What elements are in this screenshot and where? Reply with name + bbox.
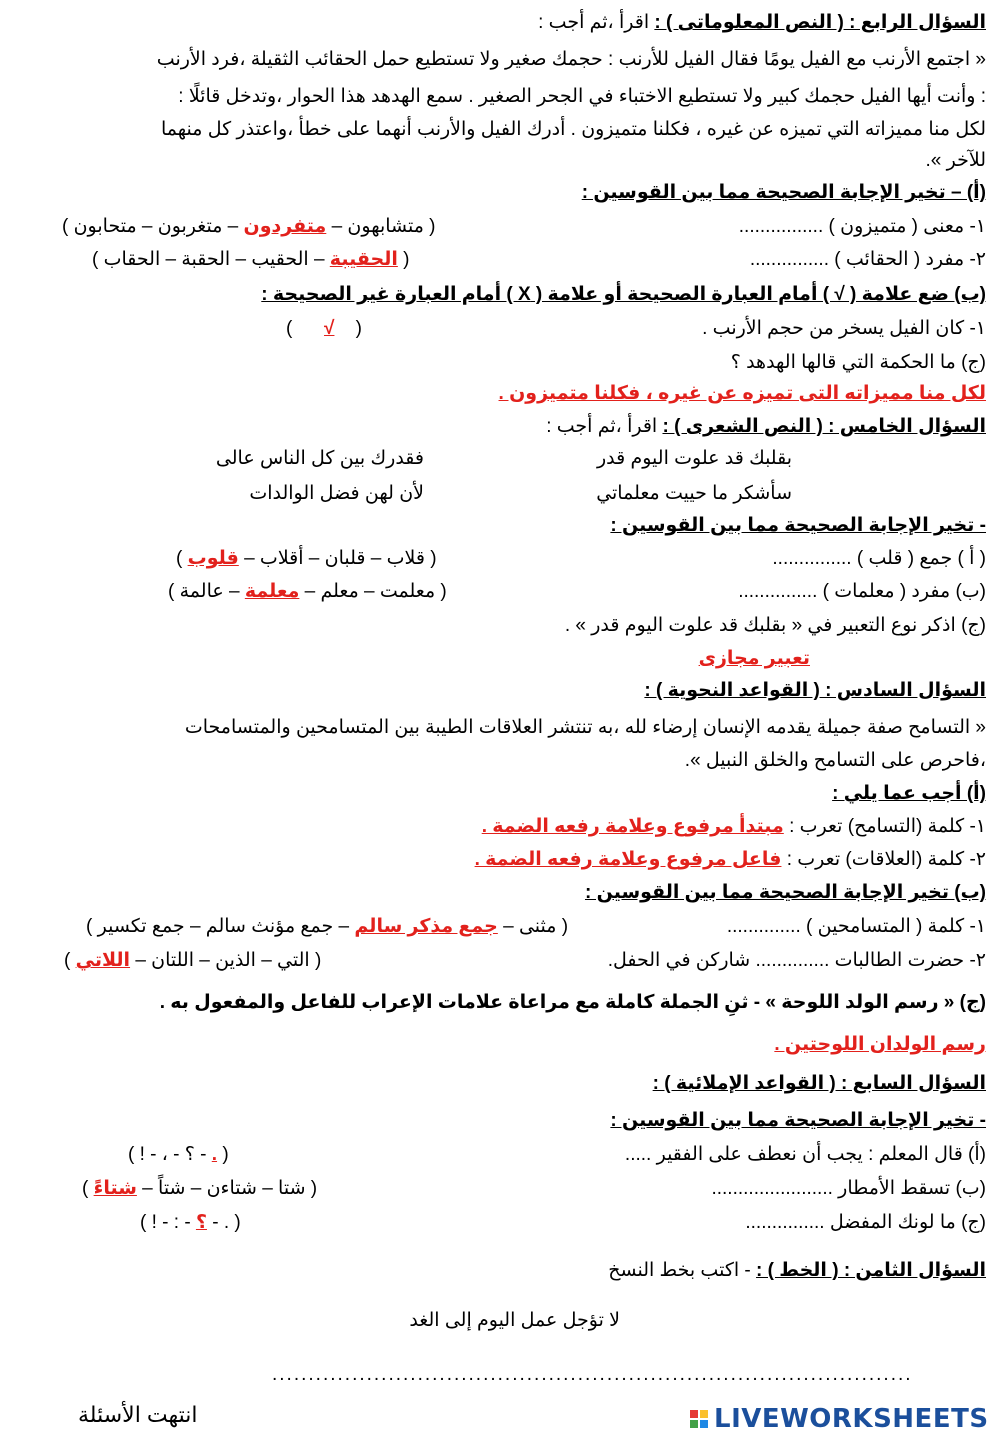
q7-a-options [128,1142,229,1168]
q5-a-options [176,546,437,572]
q4-a2-options [92,247,409,273]
option-text: ( معلمت – معلم – [299,581,447,602]
q4-b1-answer-box [286,316,362,342]
paren: ( [355,318,362,339]
q4-instruction: اقرأ ،ثم أجب : [538,12,650,33]
q4-a2-answer[interactable]: الحقيبة [329,249,398,270]
q6-c-question: (ج) « رسم الولد اللوحة » - ثنِ الجملة كاملة مع مراعاة علامات الإعراب للفاعل والمفعول به . [159,992,986,1013]
q6-a2-question: ٢- كلمة (العلاقات) تعرب : [786,849,986,870]
logo-square [700,1420,708,1428]
option-text: ( شتا – شتاءن – شتاً – [136,1178,318,1199]
q6-passage-line-2: ،فاحرص على التسامح والخلق النبيل ». [684,750,986,771]
q4-passage-line-4: للآخر ». [925,150,986,171]
q4-c-answer[interactable]: لكل منا مميزاته التى تميزه عن غيره ، فكلنا متميزون . [498,383,986,404]
option-text: ( التي – الذين – اللتان – [130,950,322,971]
q7-b-question: (ب) تسقط الأمطار ....................... [711,1178,986,1199]
q6-passage-line-1: « التسامح صفة جميلة يقدمه الإنسان إرضاء لله ،به تنتشر العلاقات الطيبة بين المتسامحين والمتسامحات [184,717,986,738]
q5-a-answer[interactable]: قلوب [187,548,239,569]
q7-c-answer[interactable]: ؟ [195,1212,207,1233]
option-text: ) [64,950,76,971]
q5-choose-title: - تخير الإجابة الصحيحة مما بين القوسين : [610,515,986,536]
q7-c-question: (ج) ما لونك المفضل ............... [745,1212,986,1233]
q6-b1-options [86,914,568,940]
q5-a-question: ( أ ) جمع ( قلب ) ............... [772,548,986,569]
end-of-questions: انتهت الأسئلة [78,1402,198,1427]
q8-instruction: - اكتب بخط النسخ [608,1260,751,1281]
paren: ) [286,318,293,339]
q6-b2-question: ٢- حضرت الطالبات .............. شاركن في الحفل. [607,950,986,971]
q7-title: السؤال السابع : ( القواعد الإملائية ) : [652,1073,986,1094]
q4-a2-question: ٢- مفرد ( الحقائب ) ............... [749,249,986,270]
option-text: – عالمة ) [168,581,245,602]
logo-square [700,1410,708,1418]
q5-verse2-left: لأن لهن فضل الوالدات [249,483,424,504]
q6-part-a-title: (أ) أجب عما يلي : [832,783,986,804]
q4-b1-answer[interactable]: √ [324,318,335,339]
q4-title: السؤال الرابع : ( النص المعلوماتى ) : [654,12,986,33]
q5-verse2-right: سأشكر ما حييت معلماتي [596,483,792,504]
q4-b1-question: ١- كان الفيل يسخر من حجم الأرنب . [702,318,986,339]
q7-b-answer[interactable]: شتاءً [93,1178,137,1199]
q4-a1-answer[interactable]: متفردون [243,216,327,237]
q5-title: السؤال الخامس : ( النص الشعرى ) : [662,416,986,437]
option-text: ) [176,548,188,569]
logo-text: LIVEWORKSHEETS [714,1404,989,1434]
q5-b-answer[interactable]: معلمة [244,581,300,602]
q7-a-answer[interactable]: . [211,1144,218,1165]
q4-part-a-title: (أ) – تخير الإجابة الصحيحة مما بين القوسين : [581,182,986,203]
q5-instruction: اقرأ ،ثم أجب : [546,416,658,437]
q8-title: السؤال الثامن : ( الخط ) : [756,1260,986,1281]
q6-a1-answer[interactable]: مبتدأ مرفوع وعلامة رفعه الضمة . [481,816,784,837]
q6-part-b-title: (ب) تخير الإجابة الصحيحة مما بين القوسين : [584,882,986,903]
option-text: ( [217,1144,229,1165]
q6-title: السؤال السادس : ( القواعد النحوية ) : [644,680,986,701]
option-text: ( . - [206,1212,241,1233]
option-text: – جمع مؤنث سالم – جمع تكسير ) [86,916,355,937]
option-text: ( قلاب – قلبان – أقلاب – [238,548,437,569]
q6-a1-question: ١- كلمة (التسامح) تعرب : [789,816,986,837]
q6-b2-answer[interactable]: اللاتي [75,950,131,971]
q8-sentence: لا تؤجل عمل اليوم إلى الغد [409,1310,620,1331]
q8-writing-line[interactable]: ........................................................................................ [272,1364,913,1385]
option-text: ) [82,1178,94,1199]
option-text: – متغربون – متحابون ) [62,216,244,237]
q6-c-answer[interactable]: رسم الولدان اللوحتين . [774,1034,986,1055]
q4-passage-line-3: لكل منا مميزاته التي تميزه عن غيره ، فكلنا متميزون . أدرك الفيل والأرنب أنهما على خطأ ،واعتذر كل منهما [161,119,986,140]
q4-part-b-title: (ب) ضع علامة ( √ ) أمام العبارة الصحيحة أو علامة ( X ) أمام العبارة غير الصحيحة : [261,284,986,305]
q7-choose-title: - تخير الإجابة الصحيحة مما بين القوسين : [610,1110,986,1131]
q6-b1-answer[interactable]: جمع مذكر سالم [354,916,498,937]
q4-a1-question: ١- معنى ( متميزون ) ................ [738,216,986,237]
liveworksheets-logo [690,1404,989,1434]
q5-verse1-left: فقدرك بين كل الناس عالى [215,448,424,469]
q5-verse1-right: بقلبك قد علوت اليوم قدر [596,448,792,469]
q5-c-answer[interactable]: تعبير مجازى [698,648,810,669]
q4-passage-line-1: « اجتمع الأرنب مع الفيل يومًا فقال الفيل للأرنب : حجمك صغير ولا تستطيع حمل الحقائب الثقيلة ،فرد الأرنب [156,49,986,70]
logo-squares-icon [690,1410,708,1428]
q5-b-options [168,579,447,605]
q7-a-question: (أ) قال المعلم : يجب أن نعطف على الفقير ..... [624,1144,986,1165]
q4-c-question: (ج) ما الحكمة التي قالها الهدهد ؟ [730,352,986,373]
q7-b-options [82,1176,317,1202]
q6-b1-question: ١- كلمة ( المتسامحين ) .............. [726,916,986,937]
option-text: ( [397,249,410,270]
option-text: - : - ! ) [140,1212,196,1233]
q6-a2-answer[interactable]: فاعل مرفوع وعلامة رفعه الضمة . [474,849,782,870]
logo-square [690,1420,698,1428]
option-text: ( متشابهون – [326,216,436,237]
q4-passage-line-2: : وأنت أيها الفيل حجمك كبير ولا تستطيع الاختباء في الجحر الصغير . سمع الهدهد هذا الحوار ،وتدخل قائلًا : [178,86,986,107]
q4-a1-options [62,214,436,240]
logo-square [690,1410,698,1418]
q6-b2-options [64,948,321,974]
option-text: ( مثنى – [497,916,569,937]
option-text: – الحقيب – الحقبة – الحقاب ) [92,249,330,270]
q5-b-question: (ب) مفرد ( معلمات ) ............... [738,581,986,602]
q7-c-options [140,1210,241,1236]
option-text: - ؟ - ، - ! ) [128,1144,212,1165]
q5-c-question: (ج) اذكر نوع التعبير في « بقلبك قد علوت اليوم قدر » . [564,615,986,636]
